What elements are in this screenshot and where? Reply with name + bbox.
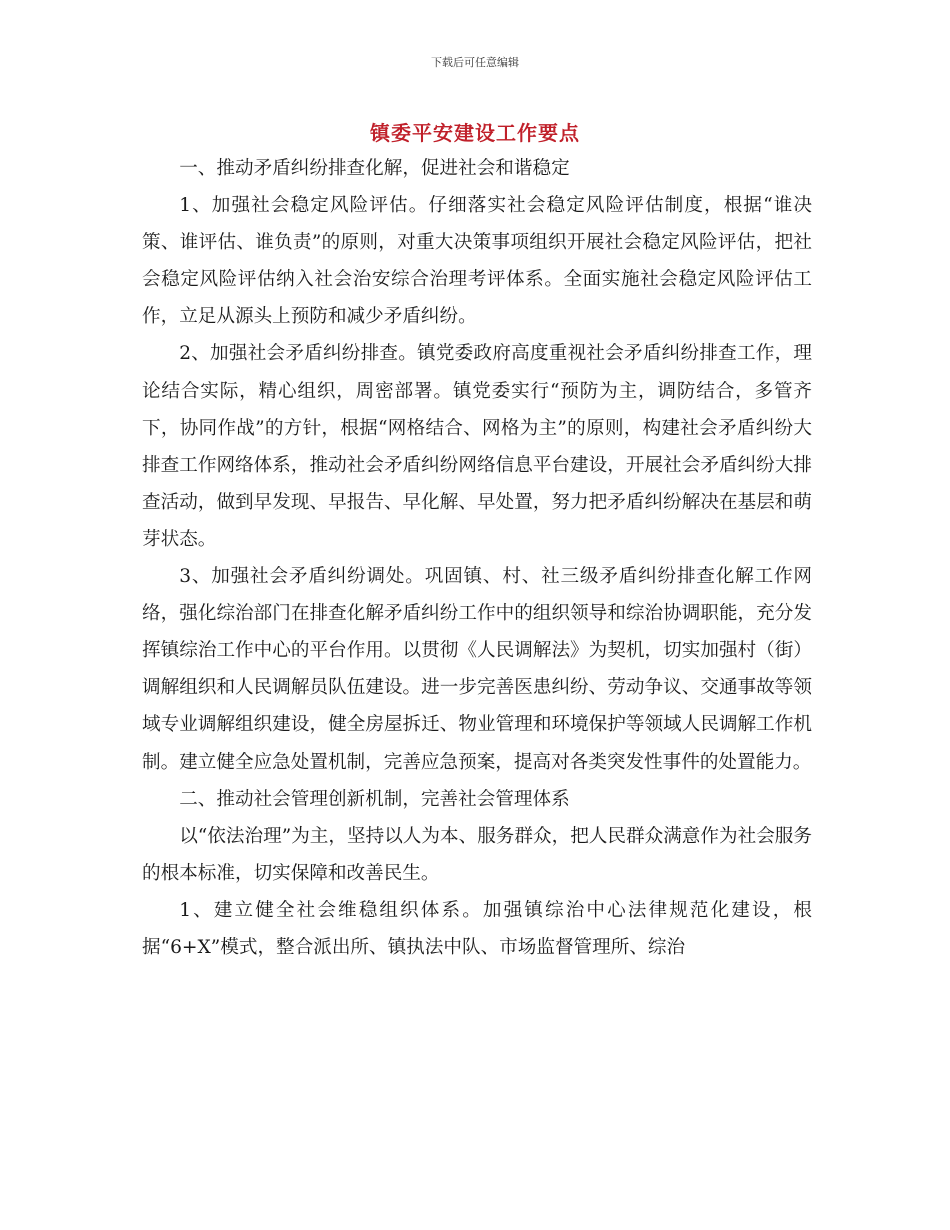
document-title: 镇委平安建设工作要点	[370, 121, 580, 145]
document-body	[142, 150, 812, 966]
page-header-note: 下载后可任意编辑	[431, 56, 519, 69]
paragraph-dispute-screening: 2、加强社会矛盾纠纷排查。镇党委政府高度重视社会矛盾纠纷排查工作，理论结合实际，精心组织，周密部署。镇党委实行“预防为主，调防结合，多管齐下，协同作战”的方针，根据“网格结合、网格为主”的原则，构建社会矛盾纠纷大排查工作网络体系，推动社会矛盾纠纷网络信息平台建设，开展社会矛盾纠纷大排查活动，做到早发现、早报告、早化解、早处置，努力把矛盾纠纷解决在基层和萌芽状态。	[142, 343, 812, 550]
paragraph-rule-of-law: 以“依法治理”为主，坚持以人为本、服务群众，把人民群众满意作为社会服务的根本标准，切实保障和改善民生。	[142, 825, 812, 884]
section-heading-2: 二、推动社会管理创新机制，完善社会管理体系	[179, 788, 570, 810]
paragraph-stability-system: 1、建立健全社会维稳组织体系。加强镇综治中心法律规范化建设，根据“6+X”模式，整合派出所、镇执法中队、市场监督管理所、综治	[142, 899, 812, 958]
section-heading-1: 一、推动矛盾纠纷排查化解，促进社会和谐稳定	[179, 158, 570, 179]
paragraph-dispute-mediation: 3、加强社会矛盾纠纷调处。巩固镇、村、社三级矛盾纠纷排查化解工作网络，强化综治部门在排查化解矛盾纠纷工作中的组织领导和综治协调职能，充分发挥镇综治工作中心的平台作用。以贯彻《人民调解法》为契机，切实加强村（街）调解组织和人民调解员队伍建设。进一步完善医患纠纷、劳动争议、交通事故等领域专业调解组织建设，健全房屋拆迁、物业管理和环境保护等领域人民调解工作机制。建立健全应急处置机制，完善应急预案，提高对各类突发性事件的处置能力。	[142, 566, 812, 773]
paragraph-risk-assessment: 1、加强社会稳定风险评估。仔细落实社会稳定风险评估制度，根据“谁决策、谁评估、谁负责”的原则，对重大决策事项组织开展社会稳定风险评估，把社会稳定风险评估纳入社会治安综合治理考评体系。全面实施社会稳定风险评估工作，立足从源头上预防和减少矛盾纠纷。	[142, 195, 812, 328]
